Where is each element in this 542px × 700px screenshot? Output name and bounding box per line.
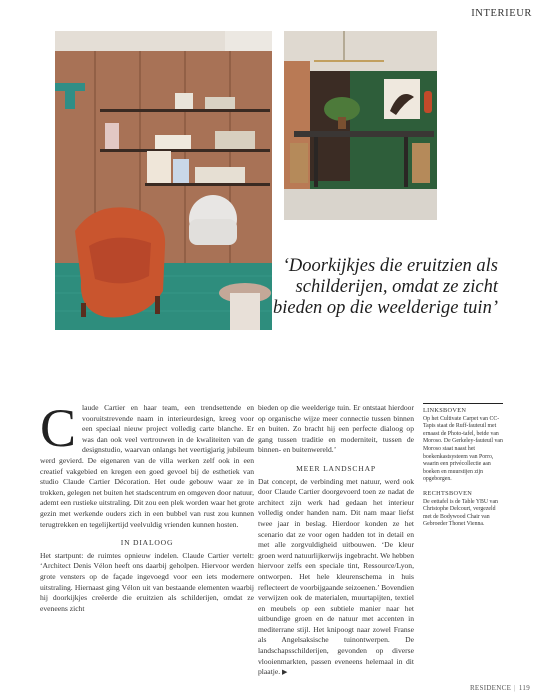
footer-separator: | [514,684,516,692]
page-footer [470,684,530,692]
caption-top-left [423,407,503,484]
intro-text: laude Cartier en haar team, een trendsettende en vooruitstrevende naam in interieurdesign, kreeg voor een speciaal nieuw project volledig carte blanche. Er was dan ook veel vertrouwen in de kwaliteiten van de designstudio, waarvan onlangs het veertigjarig jubileum werd gevierd. De eigenaren van de villa werken zelf ook in een creatief vakgebied en kregen een goed gevoel bij de esthetiek van studio Claude Cartier Décoration. Het oude gebouw waar ze in trokken, gelegen net buiten het stadscentrum en omgeven door natuur, ademt een rustieke uitstraling. Dit zou een plek worden waar het grote gezin met werkende ouders zich in een bubbel van rust zou kunnen terugtrekken en tegelijkertijd veelvuldig vrienden kunnen hosten. [40,403,254,529]
caption-top-right [423,490,503,529]
section-label: INTERIEUR [471,8,532,19]
page-number: 119 [518,684,530,692]
paragraph-4 [258,477,414,678]
continue-arrow-icon: ▶ [282,668,288,677]
subheading-in-dialoog: IN DIALOOG [120,538,174,548]
drop-cap: C [40,398,77,458]
caption-heading: LINKSBOVEN [423,407,467,414]
caption-text: Op het Cultivate Carpet van CC-Tapis staat de Ruff-fauteuil met ernaast de Photo-tafel, beide van Moroso. De Gerkeley-fauteuil van Moroso staat naast het boekenkastsysteem van Porro, waarin een privécollectie aan boeken en muurstijen zijn opgeborgen. [423,415,503,483]
intro-paragraph [40,398,254,530]
paragraph-2: Het startpunt: de ruimtes opnieuw indelen. Claude Cartier vertelt: ‘Architect Denis Vélon heeft ons daarbij geholpen. Hiervoor werden grote vensters op de façade ingevoegd voor een iets modernere uitstraling. Hiernaast ging Vélon uit van bestaande elementen waarbij hij doorkijkjes creëerde die eruitzien als schilderijen, omdat ze eveneens zicht [40,550,254,613]
caption-heading: RECHTSBOVEN [423,489,473,497]
dining-room-photo [284,31,437,220]
pull-quote: ‘Doorkijkjes die eruitzien als schilderijen, omdat ze zicht bieden op die weelderige tuin’ [272,256,498,318]
article-column-1 [40,398,254,614]
article-column-2 [258,403,414,678]
paragraph-4-text: Dat concept, de verbinding met natuur, werd ook door Claude Cartier doorgevoerd toen ze nadat de architect zijn werk had gedaan het interieur volledig onder handen nam. Dit nam maar liefst twee jaar in beslag. Hierdoor konden ze het scenario dat ze voor ogen hadden tot in detail en met alle zorgvuldigheid uitbouwen. ‘De kleur groen werd natuurlijkerwijs ingebracht. We hebben hiervoor zelfs een speciale tint, Ressource/Lyon, ontworpen. Het hele kleurenschema in huis reflecteert de voorbijgaande seizoenen.’ Bovendien verwijzen ook de materialen, muurtapijten, textiel en meubels op een subtiele manier naar het uitbundige groen en de natuur met accenten in mediterrane stijl. Het knipoogt naar zowel Franse als Angelsaksische tuinontwerpen. De landschapsschilderijen, gevonden op diverse vlooienmarkten, passen eveneens helemaal in dit plaatje. [258,476,414,677]
living-room-photo [55,31,272,330]
photo-captions [423,403,503,535]
subheading-meer-landschap: MEER LANDSCHAP [296,463,376,473]
paragraph-3: bieden op die weelderige tuin. Er ontstaat hierdoor op organische wijze meer connectie tussen binnen en buiten. Zo bracht hij een perfecte dialoog op gang tussen traditie en moderniteit, tussen de binnen- en buitenwereld.’ [258,403,414,455]
magazine-name: RESIDENCE [469,684,512,692]
caption-text: De eettafel is de Table YBU van Christophe Delcourt, vergezeld met de Bodywood Chair van Gebroeder Thonet Vienna. [423,498,498,528]
caption-rule [423,403,503,404]
